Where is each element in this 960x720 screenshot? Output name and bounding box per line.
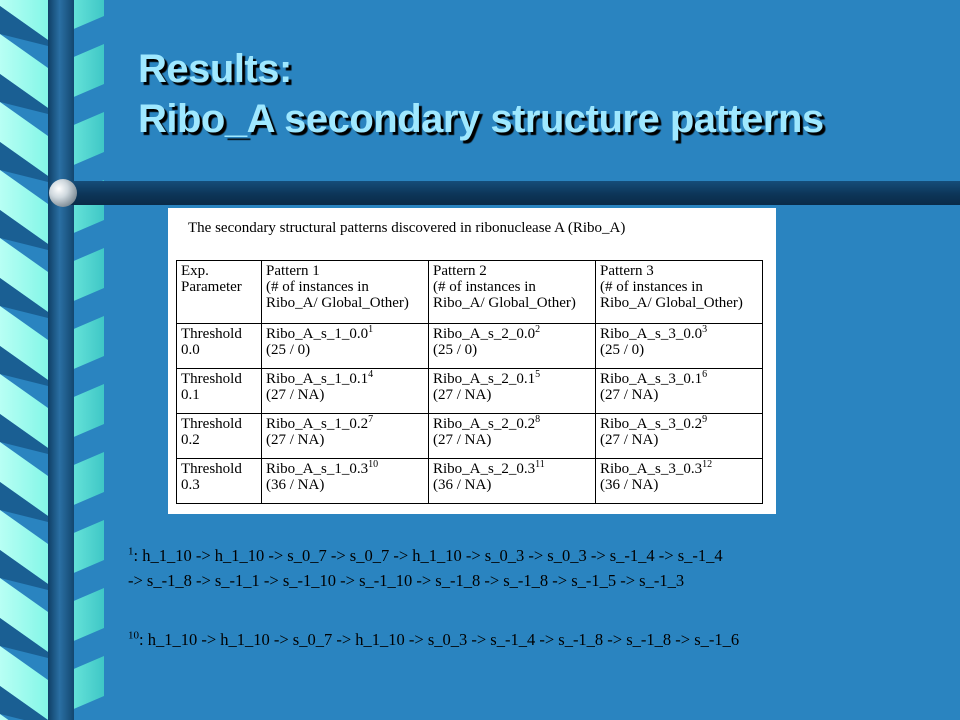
title-line-2: Ribo_A secondary structure patterns	[138, 97, 824, 141]
table-row	[177, 324, 763, 369]
pattern-cell: $Ribo\_A\_s\_1\_0.3^{10}$ (36 / NA)	[262, 459, 429, 504]
header-cell-pattern-3: Pattern 3 (# of instances in Ribo_A/ Global_Other)	[596, 261, 763, 324]
table-row	[177, 369, 763, 414]
header-cell-parameter: Exp. Parameter	[177, 261, 262, 324]
pattern-cell: $Ribo\_A\_s\_1\_0.2^7$ (27 / NA)	[262, 414, 429, 459]
figure-caption: The secondary structural patterns discovered in ribonuclease A (Ribo_A)	[188, 220, 626, 236]
threshold-cell: Threshold 0.0	[177, 324, 262, 369]
header-cell-pattern-2: Pattern 2 (# of instances in Ribo_A/ Global_Other)	[429, 261, 596, 324]
pattern-cell: $Ribo\_A\_s\_3\_0.1^6$ (27 / NA)	[596, 369, 763, 414]
footnote-10-text: : h_1_10 -> h_1_10 -> s_0_7 -> h_1_10 -> s_0_3 -> s_-1_4 -> s_-1_8 -> s_-1_8 -> s_-1_6	[139, 630, 740, 649]
footnote-1-line-1	[128, 544, 723, 568]
pattern-cell: $Ribo\_A\_s\_3\_0.3^{12}$ (36 / NA)	[596, 459, 763, 504]
footnote-1-mark: 1	[128, 545, 134, 558]
pattern-cell: $Ribo\_A\_s\_2\_0.3^{11}$ (36 / NA)	[429, 459, 596, 504]
threshold-cell: Threshold 0.2	[177, 414, 262, 459]
pattern-cell: $Ribo\_A\_s\_1\_0.1^4$ (27 / NA)	[262, 369, 429, 414]
pattern-cell: $Ribo\_A\_s\_3\_0.2^9$ (27 / NA)	[596, 414, 763, 459]
table-row	[177, 414, 763, 459]
pattern-cell: $Ribo\_A\_s\_2\_0.0^2$ (25 / 0)	[429, 324, 596, 369]
table-header-row	[177, 261, 763, 324]
results-figure	[168, 208, 776, 514]
vertical-bar	[48, 0, 74, 720]
header-cell-pattern-1: Pattern 1 (# of instances in Ribo_A/ Global_Other)	[262, 261, 429, 324]
title-divider-bar	[60, 181, 960, 205]
footnote-10-mark: 10	[128, 629, 139, 642]
table-row	[177, 459, 763, 504]
pattern-cell: $Ribo\_A\_s\_1\_0.0^1$ (25 / 0)	[262, 324, 429, 369]
pattern-cell: $Ribo\_A\_s\_2\_0.1^5$ (27 / NA)	[429, 369, 596, 414]
patterns-table	[176, 260, 763, 504]
pattern-cell: $Ribo\_A\_s\_2\_0.2^8$ (27 / NA)	[429, 414, 596, 459]
pattern-cell: $Ribo\_A\_s\_3\_0.0^3$ (25 / 0)	[596, 324, 763, 369]
footnote-10	[128, 628, 739, 652]
footnote-1-text: : h_1_10 -> h_1_10 -> s_0_7 -> s_0_7 -> h_1_10 -> s_0_3 -> s_0_3 -> s_-1_4 -> s_-1_4	[133, 546, 723, 565]
divider-knob	[49, 179, 77, 207]
threshold-cell: Threshold 0.3	[177, 459, 262, 504]
title-line-1: Results:	[138, 47, 292, 91]
threshold-cell: Threshold 0.1	[177, 369, 262, 414]
footnote-1-line-2: -> s_-1_8 -> s_-1_1 -> s_-1_10 -> s_-1_10 -> s_-1_8 -> s_-1_8 -> s_-1_5 -> s_-1_3	[128, 571, 685, 590]
page-title	[138, 44, 938, 144]
